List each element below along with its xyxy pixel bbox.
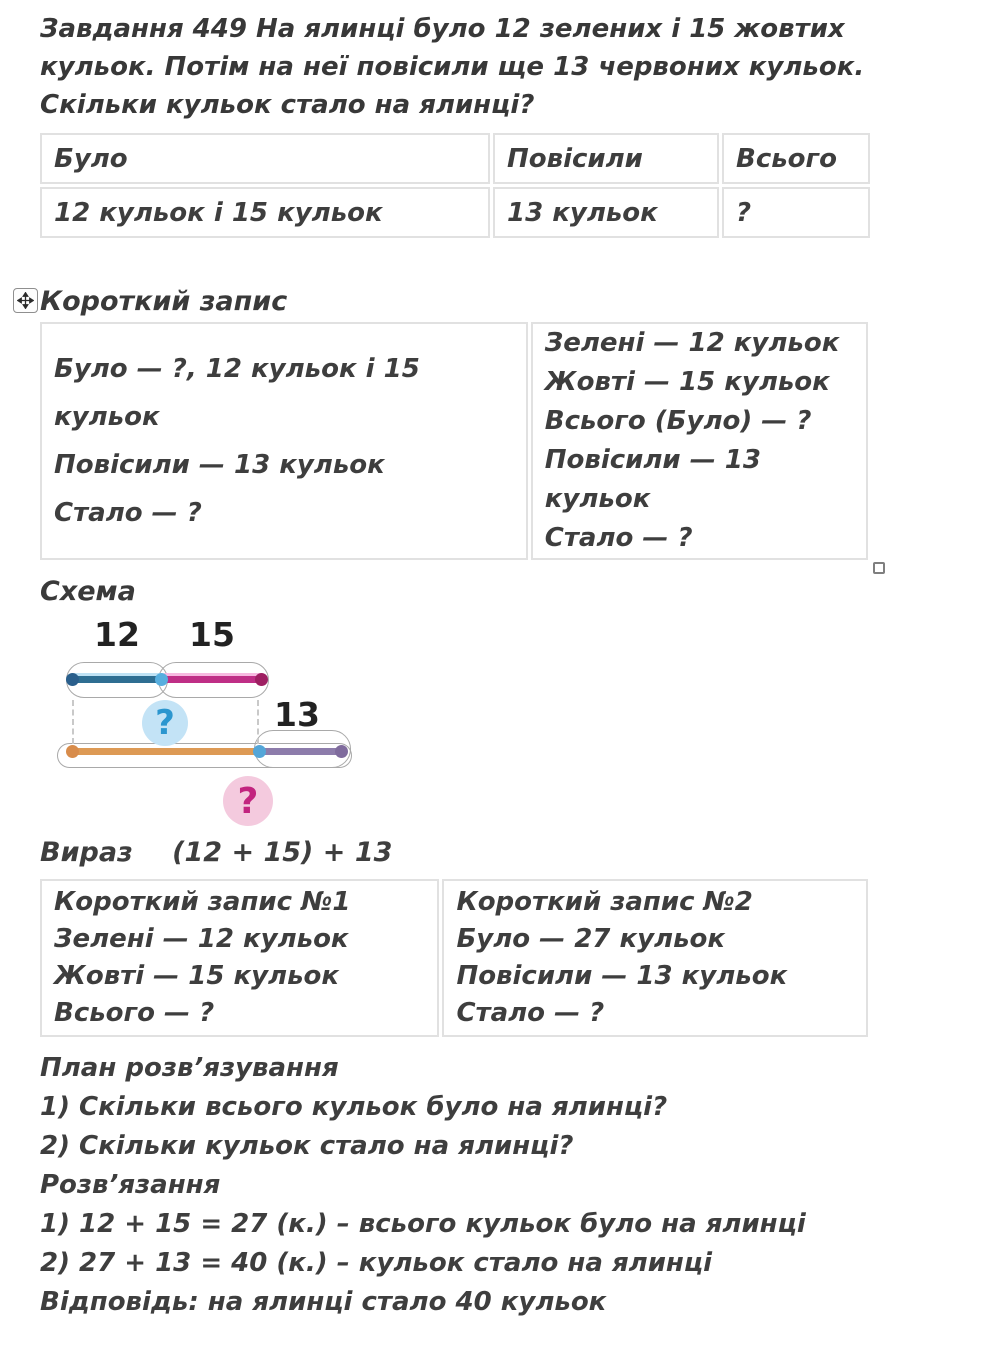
variant1-cell [40,879,439,1037]
endpoint-dot [255,673,268,686]
summary-value-row [40,187,870,238]
summary-value-total: ? [722,187,870,238]
summary-header-total: Всього [722,133,870,184]
segment3-bar [260,748,342,755]
note-line: Повісили — 13 кульок [544,445,761,514]
note-line: Всього (Було) — ? [544,406,812,436]
variants-table [37,876,871,1040]
question-mark: ? [237,780,259,822]
variant-line: Жовті — 15 кульок [54,961,340,991]
note-line: Повісили — 13 кульок [54,450,385,480]
schema-heading: Схема [40,576,136,607]
resize-handle[interactable] [873,562,885,574]
variant-line: Повісили — 13 кульок [456,961,788,991]
expression-label: Вираз [40,837,133,868]
short-note-block [40,319,871,563]
summary-table [37,130,873,241]
short-note-heading: Короткий запис [40,286,288,317]
total-bar [72,748,260,755]
note-line: Було — ?, 12 кульок і 15 кульок [54,354,420,432]
summary-header-hung: Повісили [493,133,719,184]
dashed-guide-right [257,700,259,744]
variant-line: Короткий запис №2 [456,887,753,917]
note-line: Стало — ? [544,523,693,553]
note-line: Жовті — 15 кульок [544,367,830,397]
midpoint-dot [155,673,168,686]
midpoint-dot [253,745,266,758]
solution-step: 1) 12 + 15 = 27 (к.) – всього кульок було на ялинці [40,1209,806,1239]
variant2-cell [442,879,868,1037]
segment2-bar [162,676,262,683]
variant-line: Було — 27 кульок [456,924,726,954]
segment3-value-label: 13 [274,695,320,734]
schema-diagram [40,613,954,828]
endpoint-dot [66,745,79,758]
variant-line: Короткий запис №1 [54,887,351,917]
summary-value-was: 12 кульок і 15 кульок [40,187,490,238]
solution-heading: Розв’язання [40,1170,221,1200]
dashed-guide-left [72,700,74,744]
task-title: Завдання 449 На ялинці було 12 зелених і 15 жовтих кульок. Потім на неї повісили ще 13 червоних кульок. Скільки кульок стало на ялинці? [40,14,865,120]
variant-line: Зелені — 12 кульок [54,924,349,954]
move-icon[interactable] [13,288,38,313]
note-line: Зелені — 12 кульок [544,328,840,358]
unknown-sum-bottom-badge [223,776,273,826]
variant-line: Стало — ? [456,998,605,1028]
segment1-bar [72,676,163,683]
short-note-left-cell [40,322,528,560]
endpoint-dot [66,673,79,686]
variant-line: Всього — ? [54,998,215,1028]
segment1-value-label: 12 [94,615,140,654]
brace-total [57,743,352,768]
answer-line: Відповідь: на ялинці стало 40 кульок [40,1287,607,1317]
expression-value: (12 + 15) + 13 [172,837,393,868]
summary-header-was: Було [40,133,490,184]
question-mark: ? [155,703,175,743]
endpoint-dot [335,745,348,758]
short-note-header-row [40,287,954,317]
segment2-value-label: 15 [189,615,235,654]
plan-item: 1) Скільки всього кульок було на ялинці? [40,1092,668,1122]
expression-row [40,838,954,868]
short-note-right-cell [531,322,868,560]
unknown-sum-top-badge [142,700,188,746]
note-line: Стало — ? [54,498,202,528]
summary-value-hung: 13 кульок [493,187,719,238]
summary-header-row [40,133,870,184]
solution-step: 2) 27 + 13 = 40 (к.) – кульок стало на ялинці [40,1248,713,1278]
plan-heading: План розв’язування [40,1053,339,1083]
short-note-table [37,319,871,563]
plan-item: 2) Скільки кульок стало на ялинці? [40,1131,574,1161]
